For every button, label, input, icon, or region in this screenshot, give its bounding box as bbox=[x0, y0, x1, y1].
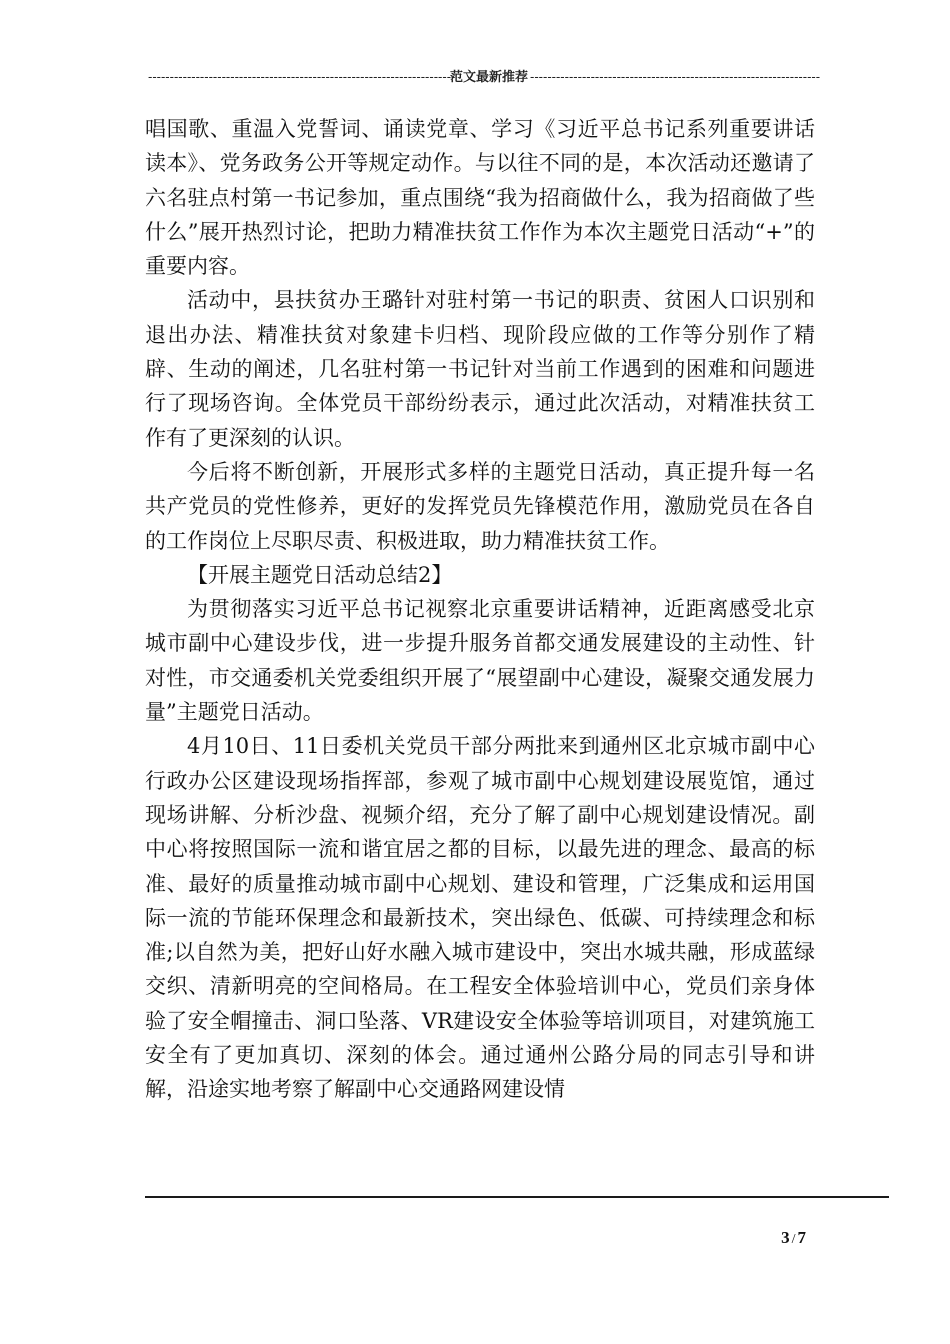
paragraph-2: 活动中，县扶贫办王璐针对驻村第一书记的职责、贫困人口识别和退出办法、精准扶贫对象建卡归档、现阶段应做的工作等分别作了精辟、生动的阐述，几名驻村第一书记针对当前工作遇到的困难和问题进行了现场咨询。全体党员干部纷纷表示，通过此次活动，对精准扶贫工作有了更深刻的认识。 bbox=[145, 288, 815, 450]
header-left-dashes: ----------------------------------------------------------------------- bbox=[147, 69, 456, 84]
page-separator: / bbox=[791, 1232, 796, 1247]
document-body bbox=[145, 112, 815, 1107]
paragraph-1: 唱国歌、重温入党誓词、诵读党章、学习《习近平总书记系列重要讲话读本》、党务政务公开等规定动作。与以往不同的是，本次活动还邀请了六名驻点村第一书记参加，重点围绕“我为招商做什么，我为招商做了些什么”展开热烈讨论，把助力精准扶贫工作作为本次主题党日活动“+”的重要内容。 bbox=[145, 117, 815, 279]
paragraph-3: 今后将不断创新，开展形式多样的主题党日活动，真正提升每一名共产党员的党性修养，更好的发挥党员先锋模范作用，激励党员在各自的工作岗位上尽职尽责、积极进取，助力精准扶贫工作。 bbox=[145, 459, 815, 553]
footer-divider bbox=[145, 1196, 889, 1198]
total-pages: 7 bbox=[797, 1228, 806, 1247]
section-heading: 【开展主题党日活动总结2】 bbox=[187, 562, 453, 587]
page-header bbox=[146, 68, 821, 86]
current-page: 3 bbox=[781, 1228, 790, 1247]
header-right-dashes: ------------------------------------------------------------------- bbox=[530, 69, 821, 84]
page-number bbox=[781, 1228, 806, 1248]
paragraph-4: 为贯彻落实习近平总书记视察北京重要讲话精神，近距离感受北京城市副中心建设步伐，进一步提升服务首都交通发展建设的主动性、针对性，市交通委机关党委组织开展了“展望副中心建设，凝聚交通发展力量”主题党日活动。 bbox=[145, 597, 815, 725]
header-label: 范文最新推荐 bbox=[449, 69, 528, 84]
paragraph-5: 4月10日、11日委机关党员干部分两批来到通州区北京城市副中心行政办公区建设现场指挥部，参观了城市副中心规划建设展览馆，通过现场讲解、分析沙盘、视频介绍，充分了解了副中心规划建设情况。副中心将按照国际一流和谐宜居之都的目标，以最先进的理念、最高的标准、最好的质量推动城市副中心规划、建设和管理，广泛集成和运用国际一流的节能环保理念和最新技术，突出绿色、低碳、可持续理念和标准;以自然为美，把好山好水融入城市建设中，突出水城共融，形成蓝绿交织、清新明亮的空间格局。在工程安全体验培训中心，党员们亲身体验了安全帽撞击、洞口坠落、VR建设安全体验等培训项目，对建筑施工安全有了更加真切、深刻的体会。通过通州公路分局的同志引导和讲解，沿途实地考察了解副中心交通路网建设情 bbox=[145, 734, 815, 1102]
